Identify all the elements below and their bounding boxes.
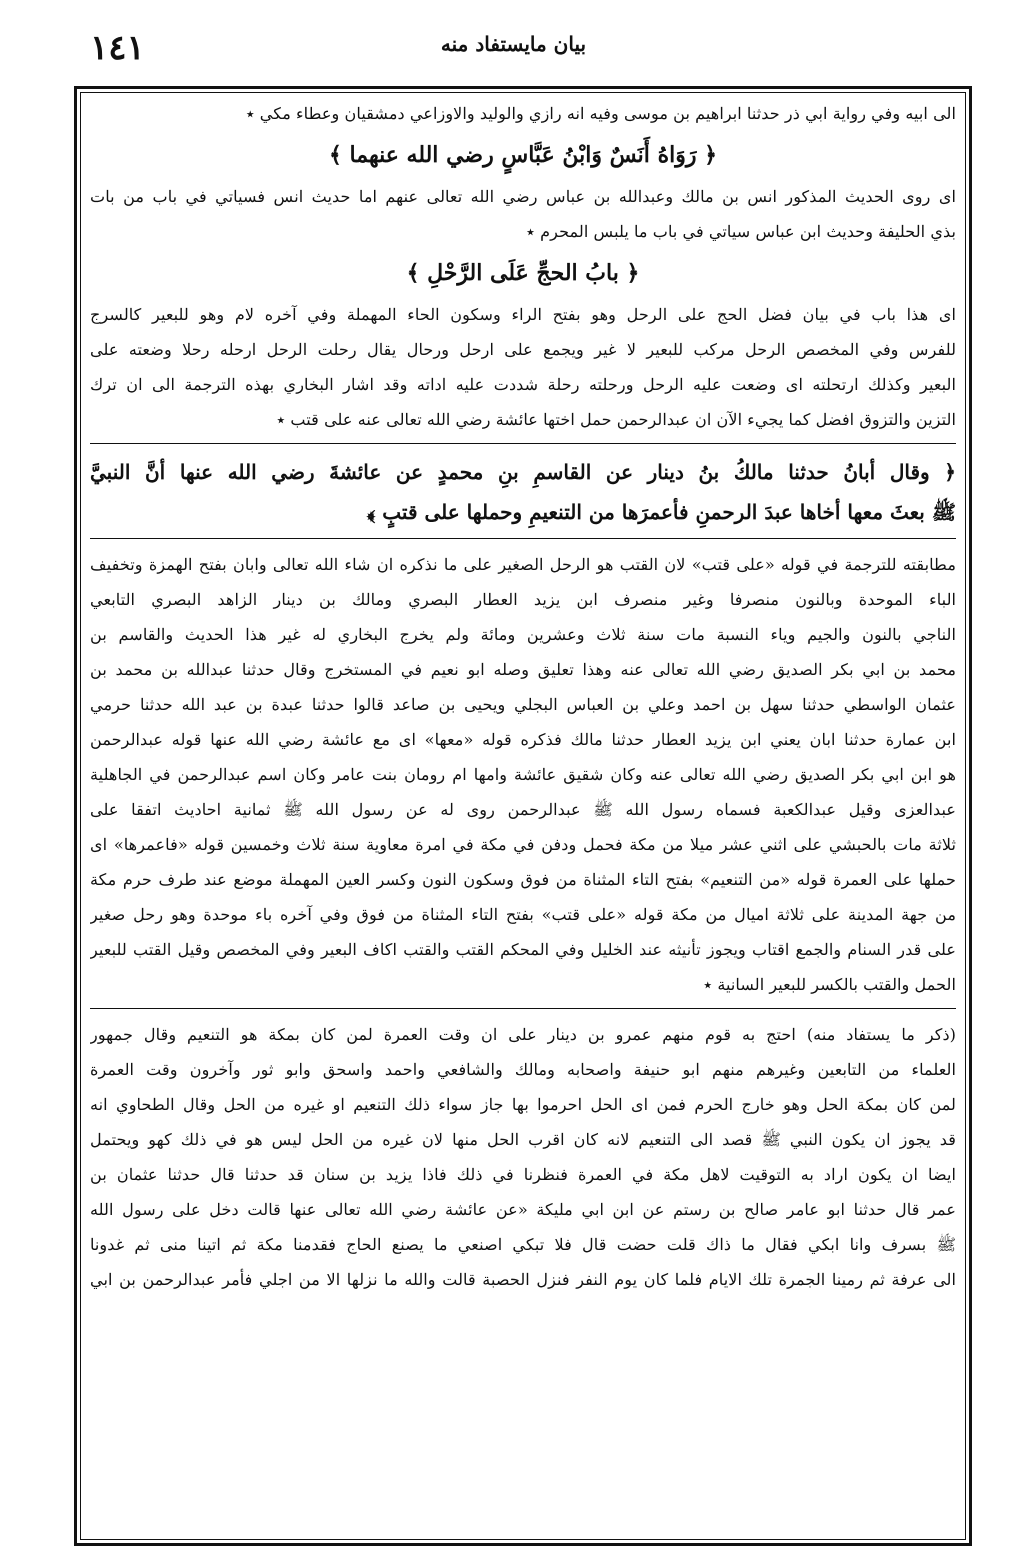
text-line: الباء الموحدة وبالنون منصرفا وغير منصرف ابن يزيد العطار البصري ومالك بن دينار الزاهد البصري التابعي [90, 590, 956, 609]
text-line: محمد بن ابي بكر الصديق رضي الله تعالى عنه وهذا تعليق وصله ابو نعيم في المستخرج وقال حدثنا عبدالله بن محمد بن [90, 660, 956, 679]
text-line: عمر قال حدثنا ابو عامر صالح بن رستم عن ابن ابي مليكة «عن عائشة رضي الله تعالى عنها قالت دخل على رسول الله [90, 1200, 956, 1219]
text-line: على قدر السنام والجمع اقتاب ويجوز تأنيثه عند الخليل وفي المحكم القتب والقتب اكاف البعير وفي المخصص وقيل القتب للبعير [90, 940, 956, 959]
text-line: الى عرفة ثم رمينا الجمرة تلك الايام فلما كان يوم النفر فنزل الحصبة قالت والله ما نزلها الا من اجلي فأمر عبدالرحمن بن ابي [90, 1270, 956, 1289]
text-line: ابن عمارة حدثنا ابان يعني ابن يزيد العطار حدثنا مالك فذكره قوله «معها» اى مع عائشة رضي الله عنها قوله عبدالرحمن [90, 730, 956, 749]
chapter-heading: ﴿ بابُ الحجِّ عَلَى الرَّحْلِ ﴾ [406, 260, 640, 286]
text-line: قد يجوز ان يكون النبي ﷺ قصد الى التنعيم لانه كان اقرب الحل منها لان غيره من الحل ليس هو في ذلك كهو ويحتمل [90, 1130, 956, 1149]
hadith-text: ﷺ بعثَ معها أخاها عبدَ الرحمنِ فأعمرَها من التنعيمِ وحملها على قتبٍ ﴾ [367, 500, 956, 524]
section-heading: ﴿ رَوَاهُ أَنَسٌ وَابْنُ عَبَّاسٍ رضي الله عنهما ﴾ [328, 142, 718, 168]
text-line: ﷺ بسرف وانا ابكي فقال ما ذاك قلت حضت قال فلا تبكي اصنعي ما يصنع الحاج فقدمنا مكة ثم اتينا منى ثم غدونا [90, 1235, 956, 1254]
text-line: العلماء من التابعين وغيرهم منهم ابو حنيفة واصحابه ومالك والشافعي واحمد واسحق وابو ثور وآخرون وقت العمرة [90, 1060, 956, 1079]
divider-rule [90, 538, 956, 539]
divider-rule [90, 443, 956, 444]
page-content [90, 96, 956, 1532]
text-line: من جهة المدينة على ثلاثة اميال من مكة قوله «على قتب» بفتح التاء المثناة من فوق وفي آخره باء موحدة وهو رحل صغير [90, 905, 956, 924]
text-line: الحمل والقتب بالكسر للبعير السانية ٭ [703, 975, 956, 994]
text-line: ثلاثة مات بالحبشي على اثني عشر ميلا من مكة فحمل ودفن في مكة في امرة معاوية سنة ثلاث وخمسين قوله «فاعمرها» اى [90, 835, 956, 854]
text-line: للفرس وفي المخصص الرحل مركب للبعير لا غير ويجمع على ارحل ورحال يقال رحلت الرحل ارحله رحلا وضعته على [90, 340, 956, 359]
text-line: اى روى الحديث المذكور انس بن مالك وعبدالله بن عباس رضي الله تعالى عنهم اما حديث انس فسياتي في باب من بات [90, 187, 956, 206]
text-line: هو ابن ابي بكر الصديق رضي الله تعالى عنه وكان شقيق عائشة وامها ام رومان بنت عامر وكان اسم عبدالرحمن في الجاهلية [90, 765, 956, 784]
text-line: الى ابيه وفي رواية ابي ذر حدثنا ابراهيم بن موسى وفيه انه رازي والوليد والاوزاعي دمشقيان وعطاء مكي ٭ [245, 104, 956, 123]
running-title: بيان مايستفاد منه [440, 32, 587, 56]
text-line: التزين والتزوق افضل كما يجيء الآن ان عبدالرحمن حمل اختها عائشة رضي الله تعالى عنه على قتب ٭ [276, 410, 956, 429]
text-line: (ذكر ما يستفاد منه) احتج به قوم منهم عمرو بن دينار على ان وقت العمرة لمن كان بمكة هو التنعيم وقال جمهور [90, 1025, 956, 1044]
text-line: لمن كان بمكة الحل وهو خارج الحرم فمن اى الحل احرموا بها جاز سواء ذلك التنعيم او غيره من الحل وقال الطحاوي انه [90, 1095, 956, 1114]
text-line: ايضا ان يكون اراد به التوقيت لاهل مكة في العمرة فنظرنا في ذلك فاذا يزيد بن سنان قد حدثنا قال حدثنا عثمان بن [90, 1165, 956, 1184]
text-line: بذي الحليفة وحديث ابن عباس سياتي في باب ما يلبس المحرم ٭ [526, 222, 956, 241]
hadith-text: ﴿ وقال أبانُ حدثنا مالكُ بنُ دينار عن القاسمِ بنِ محمدٍ عن عائشةَ رضي الله عنها أنَّ النبيَّ [90, 460, 956, 484]
text-line: عبدالعزى وقيل عبدالكعبة فسماه رسول الله ﷺ عبدالرحمن روى له عن رسول الله ﷺ ثمانية احاديث اتفقا على [90, 800, 956, 819]
text-line: البعير وكذلك ارتحلته اى وضعت عليه الرحل ورحلته رحلة شددت عليه اداته وقد اشار البخاري بهذه الترجمة الى ان ترك [90, 375, 956, 394]
text-line: الناجي بالنون والجيم وياء النسبة مات سنة ثلاث وعشرين ومائة ولم يخرج البخاري له غير هذا الحديث والقاسم بن [90, 625, 956, 644]
text-line: اى هذا باب في بيان فضل الحج على الرحل وهو بفتح الراء وسكون الحاء المهملة وفي آخره لام وهو للبعير كالسرج [90, 305, 956, 324]
text-line: مطابقته للترجمة في قوله «على قتب» لان القتب هو الرحل الصغير على ما نذكره ان شاء الله تعالى وابان بفتح الهمزة وتخفيف [90, 555, 956, 574]
page-number: ١٤١ [90, 28, 145, 68]
text-line: حملها على العمرة قوله «من التنعيم» بفتح التاء المثناة من فوق وسكون النون وكسر العين المهملة موضع عند طرف حرم مكة [90, 870, 956, 889]
text-line: عثمان الواسطي حدثنا سهل بن احمد وعلي بن العباس البجلي ويحيى بن صاعد قالوا حدثنا عبدة بن عبد الله حدثنا حرمي [90, 695, 956, 714]
divider-rule [90, 1008, 956, 1009]
